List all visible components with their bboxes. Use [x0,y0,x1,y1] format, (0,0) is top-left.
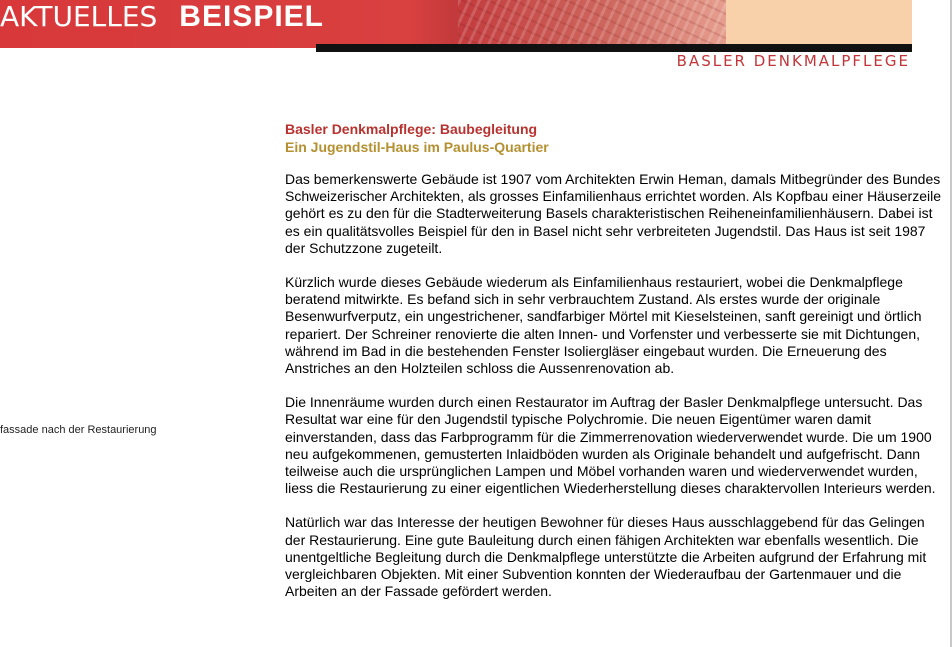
section-title-light: AKTUELLES [0,0,158,33]
article-subtitle: Ein Jugendstil-Haus im Paulus-Quartier [285,139,549,155]
article-title: Basler Denkmalpflege: Baubegleitung [285,121,538,137]
banner-fade [726,0,912,48]
article [285,120,945,600]
header-divider [316,44,912,52]
article-paragraph-4: Natürlich war das Interesse der heutigen Bewohner für dieses Haus ausschlaggebend für das Gelingen der Restaurierung. Eine gute Bauleitung durch einen fähigen Architekten war ebenfalls wesentlich. Die unentgeltliche Begleitung durch die Denkmalpflege unterstützte die Arbeiten aufgrund der Erfahrung mit vergleichbaren Objekten. Mit einer Subvention konnten der Wiederaufbau der Gartenmauer und die Arbeiten an der Fassade gefördert werden. [285,514,927,600]
article-paragraph-1: Das bemerkenswerte Gebäude ist 1907 vom Architekten Erwin Heman, damals Mitbegründer des Bundes Schweizerischer Architekten, als grosses Einfamilienhaus errichtet worden. Als Kopfbau einer Häuserzeile gehört es zu den für die Stadterweiterung Basels charakteristischen Reiheneinfamilienhäusern. Dabei ist es ein qualitätsvolles Beispiel für den in Basel nicht sehr verbreiteten Jugendstil. Das Haus ist seit 1987 der Schutzzone zugeteilt. [285,171,941,256]
section-title [0,0,324,34]
article-paragraph-3: Die Innenräume wurden durch einen Restaurator im Auftrag der Basler Denkmalpflege untersucht. Das Resultat war eine für den Jugendstil typische Polychromie. Die neuen Eigentümer waren damit einverstanden, dass das Farbprogramm für die Zimmerrenovation wiederverwendet wurde. Die um 1900 neu aufgekommenen, gemusterten Inlaidböden wurden als Originale behandelt und aufgefrischt. Dann teilweise auch die ursprünglichen Lampen und Möbel vorhanden waren und wiederverwendet wurden, liess die Restaurierung zu einer eigentlichen Wiederherstellung dieses charaktervollen Interieurs werden. [285,394,936,497]
image-caption: fassade nach der Restaurierung [0,424,157,436]
banner-stone-image [458,0,726,48]
article-paragraph-2: Kürzlich wurde dieses Gebäude wiederum als Einfamilienhaus restauriert, wobei die Denkmalpflege beratend mitwirkte. Es befand sich in sehr verbrauchtem Zustand. Als erstes wurde der originale Besenwurfverputz, ein ungestrichener, sandfarbiger Mörtel mit Kieselsteinen, sanft gereinigt und örtlich repariert. Der Schreiner renovierte die alten Innen- und Vorfenster und verbesserte sie mit Dichtungen, während im Bad in die bestehenden Fenster Isoliergläser eingebaut wurden. Die Erneuerung des Anstriches an den Holzteilen schloss die Aussenrenovation ab. [285,274,922,377]
section-title-bold: BEISPIEL [179,0,324,33]
brand-logo-text[interactable]: BASLER DENKMALPFLEGE [676,52,910,70]
header-banner [0,0,912,48]
